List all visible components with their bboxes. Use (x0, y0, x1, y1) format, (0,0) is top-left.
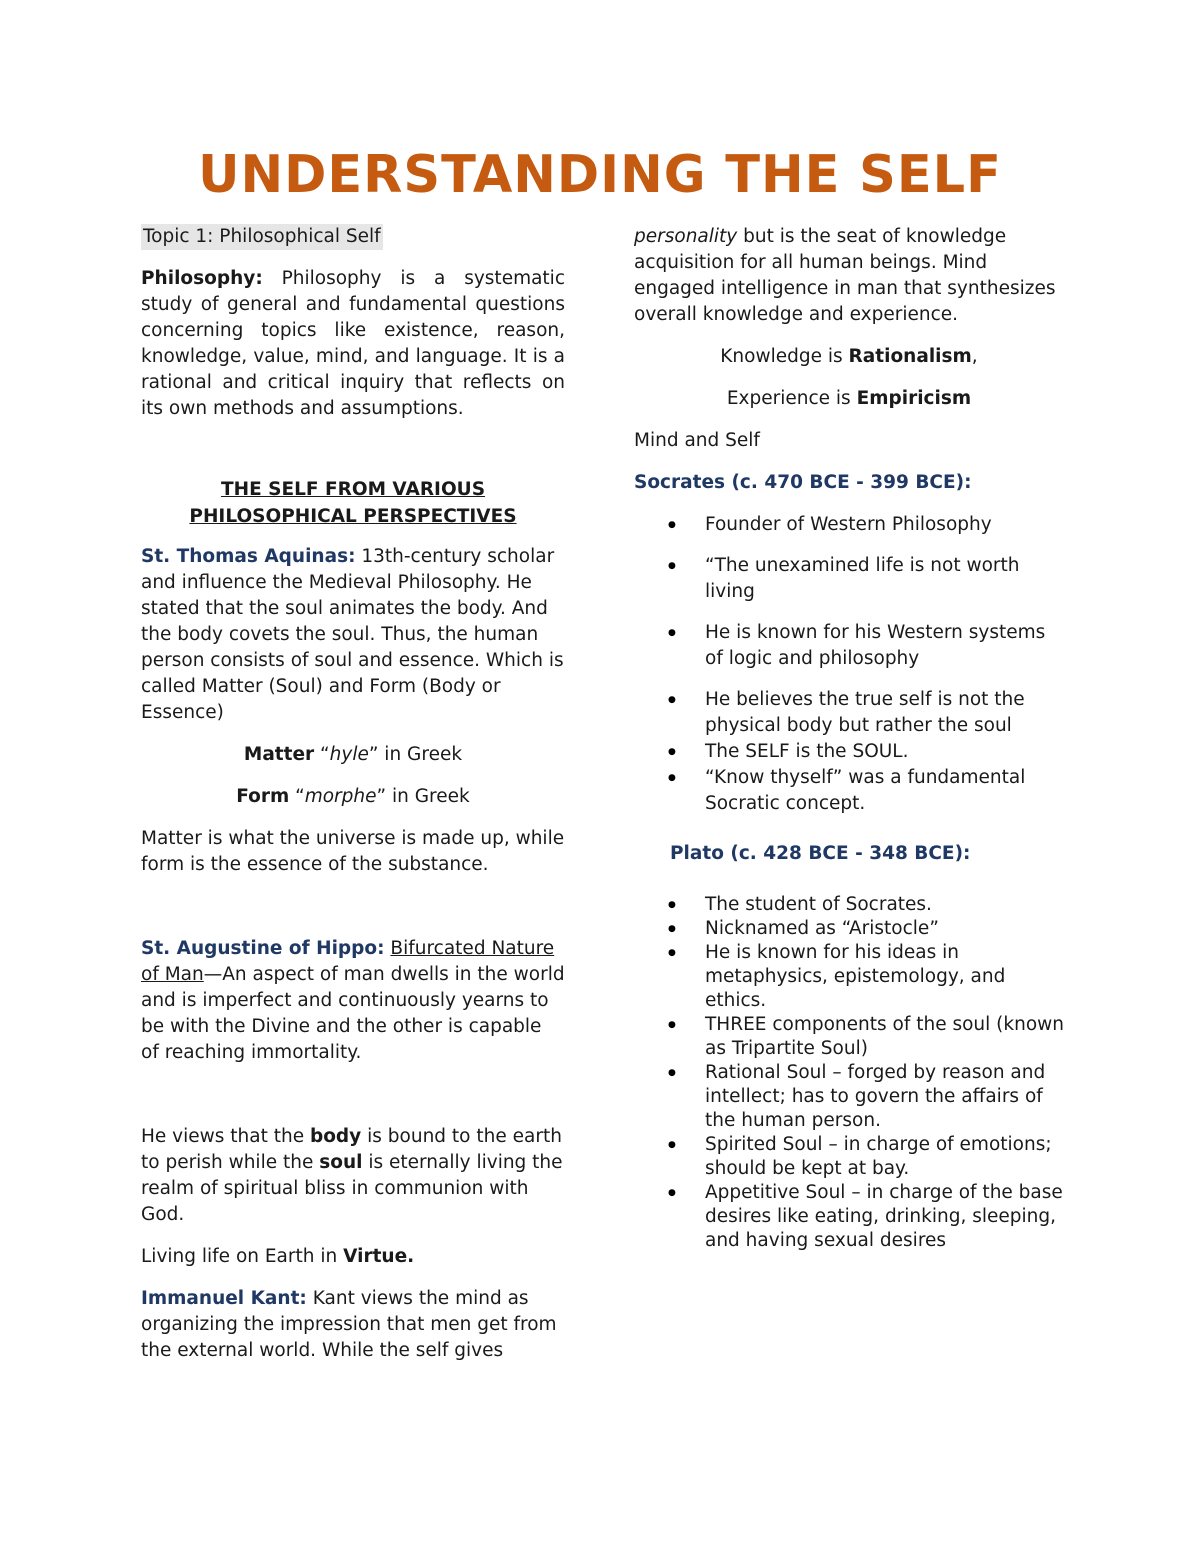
list-item: ● Rational Soul – forged by reason and intellect; has to govern the affairs of the human person. (634, 1061, 1064, 1133)
virtue-text: Living life on Earth in (141, 1246, 344, 1267)
matter-quote-open: “ (314, 744, 330, 765)
perspectives-heading: THE SELF FROM VARIOUS PHILOSOPHICAL PERSPECTIVES (189, 479, 517, 527)
mind-self-label: Mind and Self (634, 430, 760, 451)
personality-term: personality (634, 226, 738, 247)
document-title: UNDERSTANDING THE SELF (198, 145, 1002, 205)
views-body: body (309, 1126, 362, 1147)
right-column (634, 224, 1064, 1253)
socrates-list (634, 512, 1064, 817)
list-item: ● “Know thyself” was a fundamental Socratic concept. (634, 765, 1064, 817)
aquinas-name: St. Thomas Aquinas: (141, 546, 356, 567)
knowledge-line (634, 344, 1064, 370)
topic-label: Topic 1: Philosophical Self (141, 224, 383, 250)
list-item: ● The student of Socrates. (634, 893, 1064, 917)
form-line (141, 784, 565, 810)
aquinas-text: 13th-century scholar and influence the Medieval Philosophy. He stated that the soul animates the body. And the body covets the soul. Thus, the human person consists of soul and essence. Which is called Matter (Soul) and Form (Body or Essence) (141, 546, 564, 723)
plato-heading: Plato (c. 428 BCE - 348 BCE): (670, 843, 971, 864)
matter-line (141, 742, 565, 768)
augustine-text: —An aspect of man dwells in the world and is imperfect and continuously yearns to be with the Divine and the other is capable of reaching immortality. (141, 964, 565, 1063)
continuation-text: but is the seat of knowledge acquisition for all human beings. Mind engaged intelligence in man that synthesizes overall knowledge and experience. (634, 226, 1056, 325)
topic-line (141, 224, 565, 250)
philosophy-definition (141, 266, 565, 422)
philosophy-label: Philosophy: (141, 268, 263, 289)
list-item: ● Spirited Soul – in charge of emotions; should be kept at bay. (634, 1133, 1064, 1181)
kant-text: Kant views the mind as organizing the impression that men get from the external world. While the self gives (141, 1288, 557, 1361)
body-soul-paragraph (141, 1124, 565, 1228)
list-item: ● Nicknamed as “Aristocle” (634, 917, 1064, 941)
views-text-2: is bound to the earth to perish while the (141, 1126, 562, 1173)
plato-list (634, 893, 1064, 1253)
experience-line (634, 386, 1064, 412)
list-item: ● “The unexamined life is not worth living (634, 553, 1064, 605)
kant-name: Immanuel Kant: (141, 1288, 307, 1309)
list-item: ● He is known for his Western systems of logic and philosophy (634, 620, 1064, 672)
aquinas-paragraph (141, 544, 565, 726)
left-column (141, 224, 565, 1380)
list-item: ● THREE components of the soul (known as Tripartite Soul) (634, 1013, 1064, 1061)
list-item: ● Appetitive Soul – in charge of the base desires like eating, drinking, sleeping, and having sexual desires (634, 1181, 1064, 1253)
augustine-paragraph (141, 936, 565, 1066)
views-soul: soul (319, 1152, 363, 1173)
augustine-term: Bifurcated Nature of Man (141, 938, 555, 985)
views-text-3: is eternally living the realm of spiritual bliss in communion with God. (141, 1152, 563, 1225)
kant-paragraph (141, 1286, 565, 1364)
virtue-period: . (407, 1246, 415, 1267)
matter-form-paragraph: Matter is what the universe is made up, while form is the essence of the substance. (141, 828, 565, 875)
virtue-bold: Virtue (343, 1246, 408, 1267)
philosophy-text: Philosophy is a systematic study of general and fundamental questions concerning topics like existence, reason, knowledge, value, mind, and language. It is a rational and critical inquiry that reflects on its own methods and assumptions. (141, 268, 565, 419)
list-item: ● He is known for his ideas in metaphysics, epistemology, and ethics. (634, 941, 1064, 1013)
socrates-heading: Socrates (c. 470 BCE - 399 BCE): (634, 472, 972, 493)
knowledge-text: Knowledge is (720, 346, 849, 367)
views-text-1: He views that the (141, 1126, 310, 1147)
matter-quote-close: ” in Greek (368, 744, 463, 765)
list-item: ● He believes the true self is not the physical body but rather the soul (634, 687, 1064, 739)
virtue-paragraph (141, 1244, 565, 1270)
experience-bold: Empiricism (856, 388, 972, 409)
knowledge-bold: Rationalism (848, 346, 972, 367)
form-label: Form (236, 786, 290, 807)
list-item: ● Founder of Western Philosophy (634, 512, 1064, 538)
form-quote-open: “ (289, 786, 305, 807)
form-quote-close: ” in Greek (376, 786, 470, 807)
experience-text: Experience is (726, 388, 857, 409)
matter-term: hyle (329, 744, 369, 765)
list-item: ● The SELF is the SOUL. (634, 739, 1064, 765)
matter-label: Matter (243, 744, 315, 765)
continuation-paragraph (634, 224, 1064, 328)
form-term: morphe (304, 786, 377, 807)
knowledge-comma: , (971, 346, 978, 367)
augustine-name: St. Augustine of Hippo: (141, 938, 385, 959)
